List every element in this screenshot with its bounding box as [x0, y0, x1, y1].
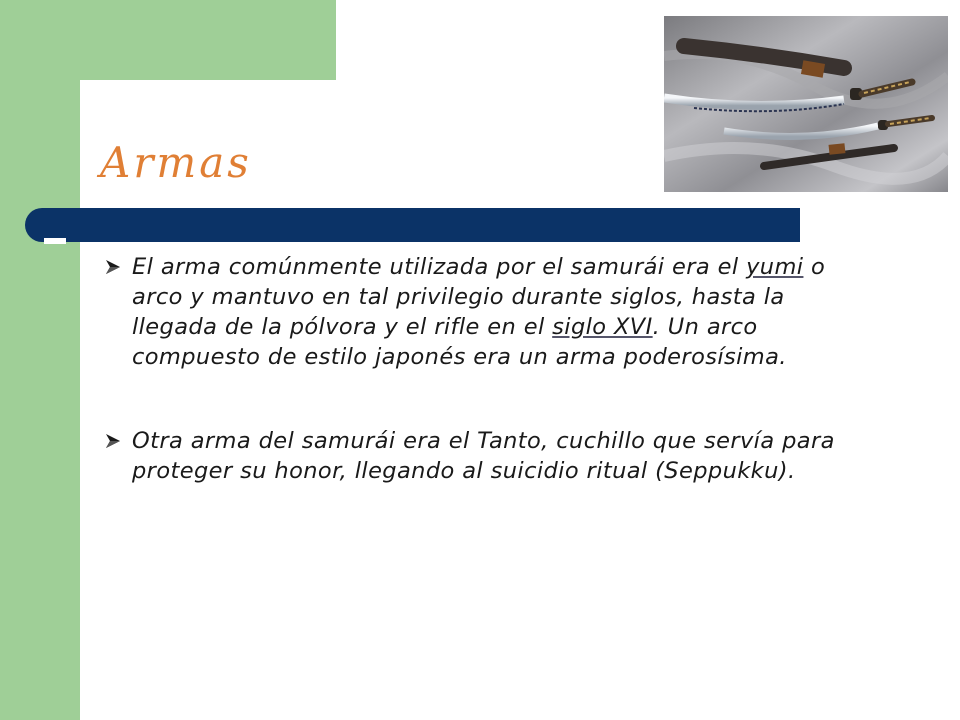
bar-notch	[44, 238, 66, 244]
green-side-panel	[0, 0, 80, 720]
siglo-xvi-link[interactable]: siglo XVI	[552, 314, 653, 340]
arrowhead-bullet-icon	[104, 432, 122, 450]
arrowhead-bullet-icon	[104, 258, 122, 276]
bullet-item-2	[104, 426, 874, 486]
bullet-1-text-middle: o arco y mantuvo en tal privilegio durante siglos, hasta la llegada de la pólvora y el rifle en el	[132, 254, 826, 340]
bullet-1-text-end: . Un arco compuesto de estilo japonés era un arma poderosísima.	[132, 314, 787, 370]
green-top-panel	[0, 0, 336, 80]
bullet-list	[104, 252, 874, 486]
title-underline-bar	[25, 208, 800, 242]
yumi-link[interactable]: yumi	[746, 254, 804, 280]
katana-swords-photo	[664, 16, 948, 192]
bullet-item-1	[104, 252, 874, 372]
bullet-1-text-start: El arma comúnmente utilizada por el samurái era el	[132, 254, 747, 280]
bullet-2-text: Otra arma del samurái era el Tanto, cuchillo que servía para proteger su honor, llegando al suicidio ritual (Seppukku).	[132, 428, 835, 484]
slide-title: Armas	[100, 138, 252, 187]
